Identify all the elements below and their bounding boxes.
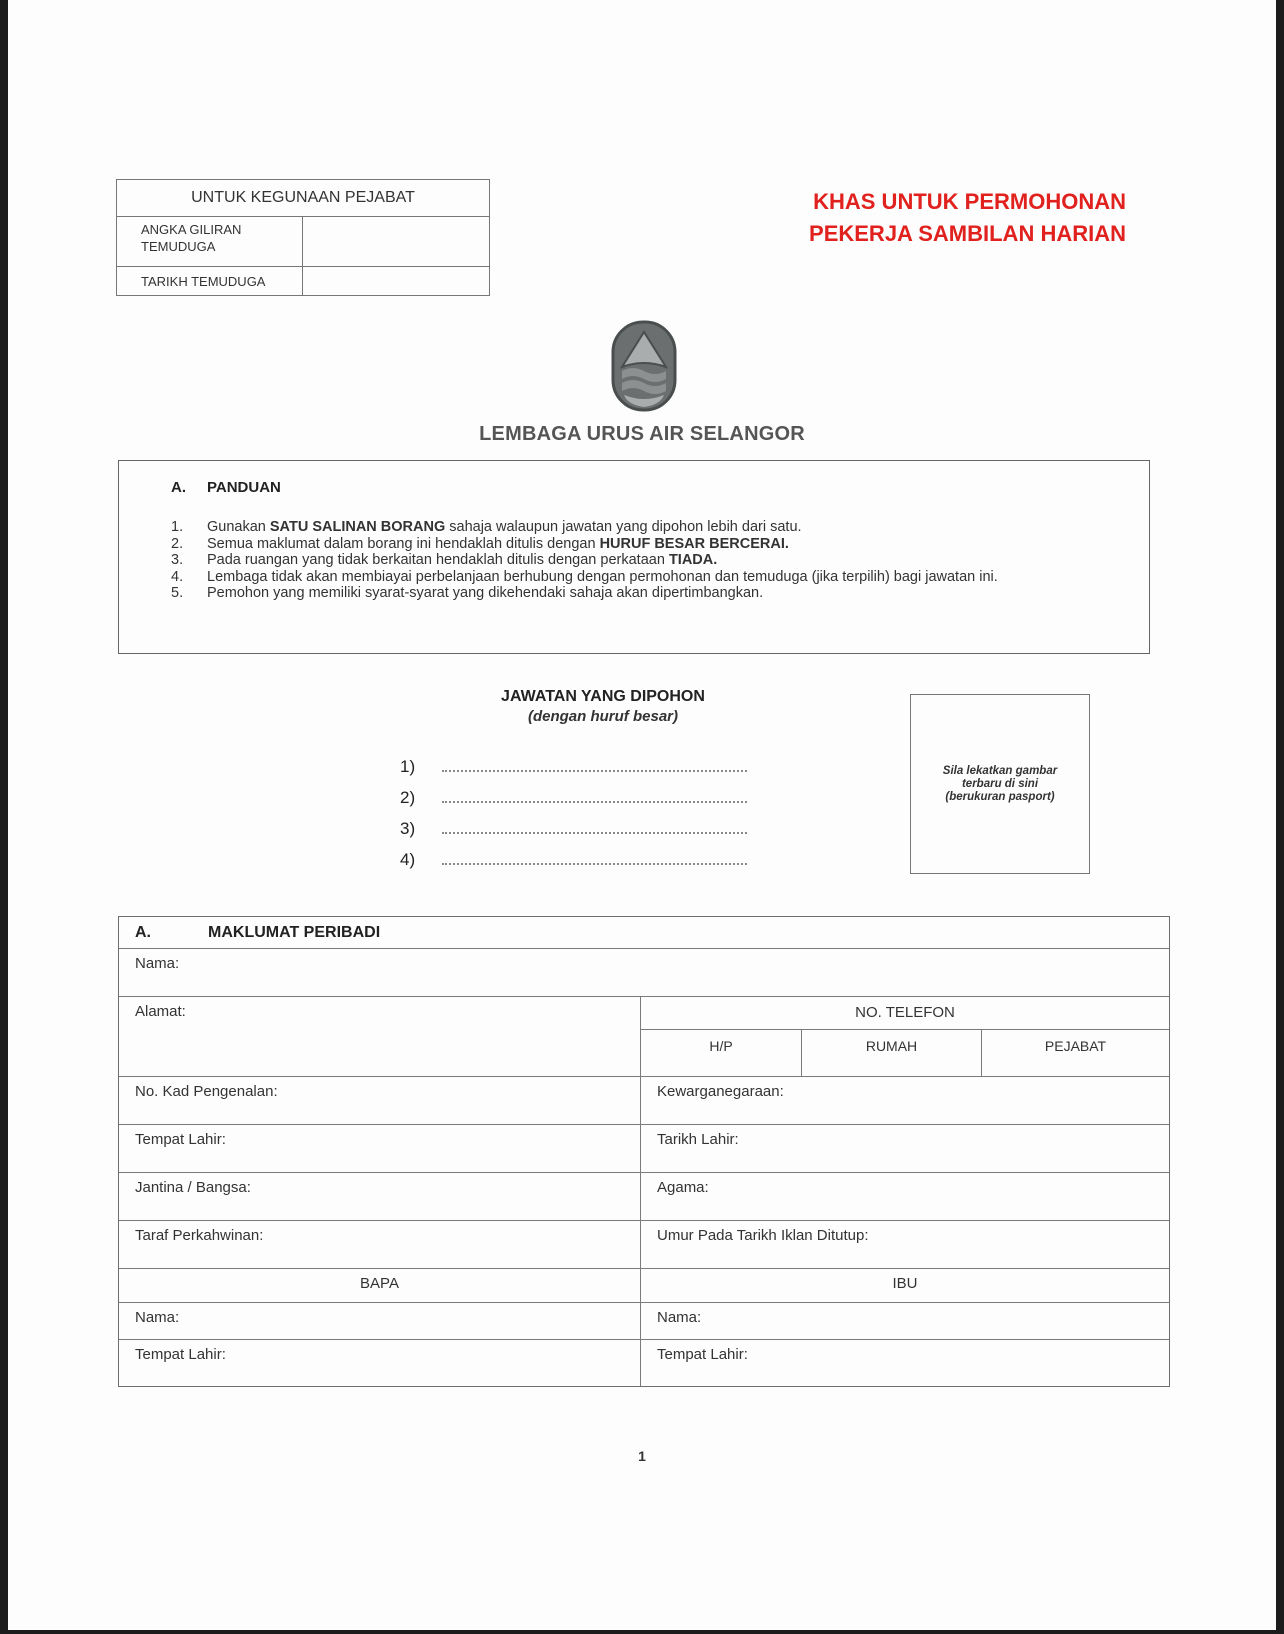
personal-info-table (118, 916, 1170, 1387)
guidance-item: 3. Pada ruangan yang tidak berkaitan hendaklah ditulis dengan perkataan TIADA. (171, 552, 718, 568)
phone-hp-field[interactable]: H/P (641, 1030, 802, 1076)
document-page (8, 0, 1276, 1630)
form-row (119, 1125, 1169, 1173)
parents-birthplace-row (119, 1340, 1169, 1386)
positions-subtitle: (dengan huruf besar) (527, 708, 678, 725)
positions-title: JAWATAN YANG DIPOHON (501, 688, 705, 705)
position-item: 3) (400, 808, 747, 839)
mother-name-field[interactable]: Nama: (657, 1309, 702, 1326)
birthplace-field[interactable]: Tempat Lahir: (119, 1125, 641, 1172)
office-use-row-tarikh (117, 267, 489, 295)
religion-field[interactable]: Agama: (657, 1179, 709, 1196)
position-item: 4) (400, 839, 747, 870)
phone-table (641, 997, 1169, 1076)
birthdate-field[interactable]: Tarikh Lahir: (657, 1131, 739, 1148)
address-label: Alamat: (135, 1003, 186, 1020)
phone-pejabat-field[interactable]: PEJABAT (1044, 1038, 1107, 1054)
water-drop-logo-icon (610, 319, 678, 413)
photo-instruction-2: terbaru di sini (961, 777, 1039, 790)
guidance-title: A. PANDUAN (171, 479, 281, 496)
page-number: 1 (638, 1448, 646, 1464)
tarikh-temuduga-field[interactable] (303, 267, 489, 295)
angka-giliran-field[interactable] (303, 217, 489, 266)
position-1-field[interactable] (442, 769, 747, 772)
office-use-table (116, 179, 490, 296)
father-header: BAPA (119, 1269, 641, 1302)
form-row (119, 1077, 1169, 1125)
mother-birthplace-field[interactable]: Tempat Lahir: (657, 1346, 748, 1363)
photo-instruction-3: (berukuran pasport) (945, 790, 1055, 803)
angka-giliran-label: ANGKA GILIRAN (141, 222, 242, 237)
photo-instruction-1: Sila lekatkan gambar (942, 764, 1058, 777)
father-name-field[interactable]: Nama: (119, 1303, 641, 1339)
form-row (119, 1221, 1169, 1269)
parents-header-row (119, 1269, 1169, 1303)
position-3-field[interactable] (442, 831, 747, 834)
marital-status-field[interactable]: Taraf Perkahwinan: (119, 1221, 641, 1268)
personal-section-title: MAKLUMAT PERIBADI (208, 924, 381, 941)
personal-section-header: A. MAKLUMAT PERIBADI (119, 917, 1169, 949)
guidance-list (171, 519, 1129, 602)
ic-number-field[interactable]: No. Kad Pengenalan: (119, 1077, 641, 1124)
mother-header: IBU (892, 1275, 918, 1292)
guidance-box (118, 460, 1150, 654)
position-item: 1) (400, 746, 747, 777)
organization-name: LEMBAGA URUS AIR SELANGOR (479, 423, 805, 445)
special-notice (809, 186, 1126, 250)
name-row (119, 949, 1169, 997)
name-label: Nama: (135, 955, 180, 972)
guidance-item: 4. Lembaga tidak akan membiayai perbelanjaan berhubung dengan permohonan dan temuduga (jika terpilih) bagi jawatan ini. (171, 568, 998, 585)
citizenship-field[interactable]: Kewarganegaraan: (657, 1083, 784, 1100)
gender-race-field[interactable]: Jantina / Bangsa: (119, 1173, 641, 1220)
form-row (119, 1173, 1169, 1221)
address-phone-row (119, 997, 1169, 1077)
parents-name-row (119, 1303, 1169, 1340)
name-field[interactable] (119, 949, 1169, 996)
father-birthplace-field[interactable]: Tempat Lahir: (119, 1340, 641, 1386)
phone-title: NO. TELEFON (641, 997, 1169, 1030)
position-2-field[interactable] (442, 800, 747, 803)
special-notice-line1: KHAS UNTUK PERMOHONAN (813, 189, 1126, 214)
angka-giliran-label-2: TEMUDUGA (141, 239, 216, 254)
address-field[interactable] (119, 997, 641, 1076)
guidance-item: 1. Gunakan SATU SALINAN BORANG sahaja walaupun jawatan yang dipohon lebih dari satu. (171, 519, 802, 535)
position-item: 2) (400, 777, 747, 808)
office-use-row-angka-giliran (117, 217, 489, 267)
phone-rumah-field[interactable]: RUMAH (802, 1030, 982, 1076)
tarikh-temuduga-label: TARIKH TEMUDUGA (117, 267, 303, 295)
office-use-title: UNTUK KEGUNAAN PEJABAT (117, 180, 489, 217)
guidance-item: 2. Semua maklumat dalam borang ini hendaklah ditulis dengan HURUF BESAR BERCERAI. (171, 535, 789, 552)
guidance-item: 5. Pemohon yang memiliki syarat-syarat yang dikehendaki sahaja akan dipertimbangkan. (171, 585, 764, 601)
positions-list (400, 746, 747, 870)
special-notice-line2: PEKERJA SAMBILAN HARIAN (809, 221, 1126, 246)
age-field[interactable]: Umur Pada Tarikh Iklan Ditutup: (657, 1227, 869, 1244)
passport-photo-box[interactable] (910, 694, 1090, 874)
position-4-field[interactable] (442, 862, 747, 865)
